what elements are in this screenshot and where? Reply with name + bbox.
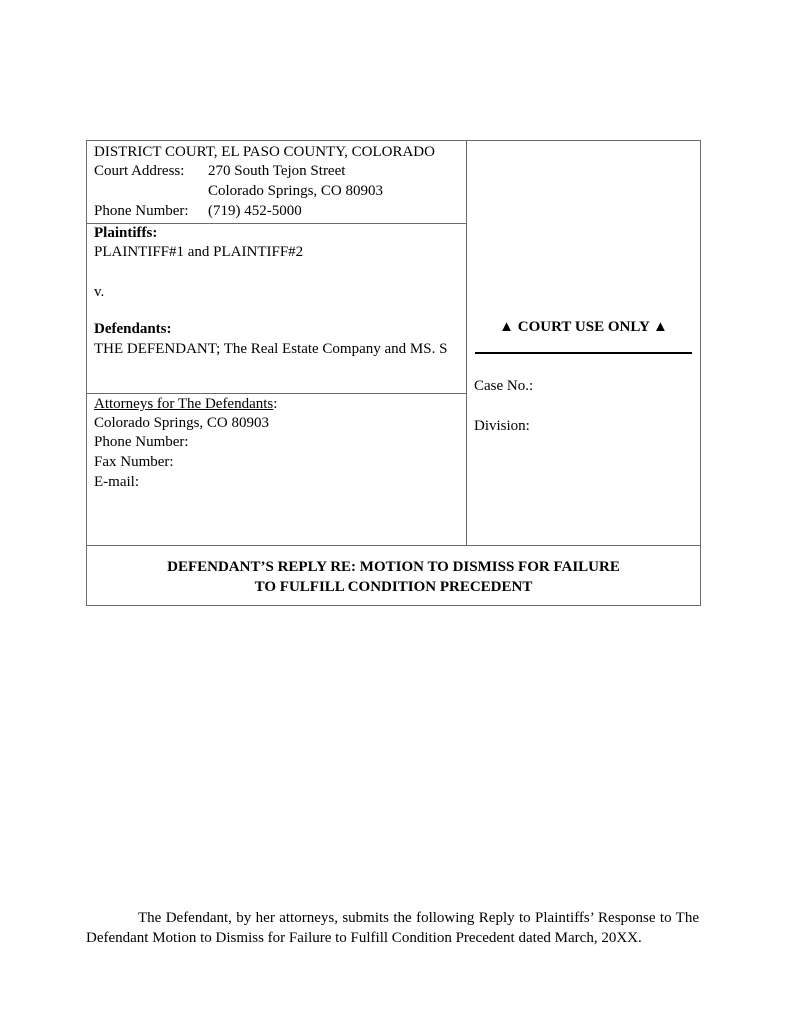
court-phone-value: (719) 452-5000: [208, 203, 302, 219]
court-info-block: [87, 141, 466, 224]
court-use-rule: [475, 352, 692, 354]
document-title-block: [87, 545, 700, 605]
document-title-line1: DEFENDANT’S REPLY RE: MOTION TO DISMISS FOR FAILURE: [167, 559, 620, 575]
body-paragraph: The Defendant, by her attorneys, submits the following Reply to Plaintiffs’ Response to The Defendant Motion to Dismiss for Failure to Fulfill Condition Precedent dated March, 20XX.: [86, 910, 699, 946]
plaintiffs-label: Plaintiffs:: [94, 225, 158, 241]
defendants-label: Defendants:: [94, 321, 172, 337]
court-phone-label: Phone Number:: [94, 203, 189, 219]
attorneys-heading-line: [94, 394, 277, 414]
attorneys-heading: Attorneys for The Defendants: [94, 396, 274, 412]
document-title-line2: TO FULFILL CONDITION PRECEDENT: [254, 579, 533, 595]
division-label: Division:: [474, 418, 530, 434]
attorney-block: [87, 394, 466, 544]
caption-left-column: [87, 141, 467, 545]
attorneys-phone-label: Phone Number:: [94, 434, 189, 450]
attorneys-fax-label: Fax Number:: [94, 454, 174, 470]
court-address-line2: Colorado Springs, CO 80903: [208, 183, 384, 199]
defendants-names: THE DEFENDANT; The Real Estate Company and MS. S: [94, 341, 448, 357]
attorneys-email-label: E-mail:: [94, 474, 139, 490]
court-address-line1: 270 South Tejon Street: [208, 163, 346, 179]
court-use-column: [467, 141, 700, 545]
attorneys-heading-colon: :: [273, 396, 278, 412]
plaintiffs-names: PLAINTIFF#1 and PLAINTIFF#2: [94, 244, 304, 260]
case-caption: [86, 140, 701, 606]
court-use-only-label: ▲ COURT USE ONLY ▲: [499, 319, 668, 335]
attorneys-city: Colorado Springs, CO 80903: [94, 415, 270, 431]
court-name: DISTRICT COURT, EL PASO COUNTY, COLORADO: [94, 144, 435, 160]
court-address-label: Court Address:: [94, 163, 185, 179]
case-number-label: Case No.:: [474, 378, 534, 394]
parties-block: [87, 223, 466, 394]
versus-text: v.: [94, 284, 105, 300]
